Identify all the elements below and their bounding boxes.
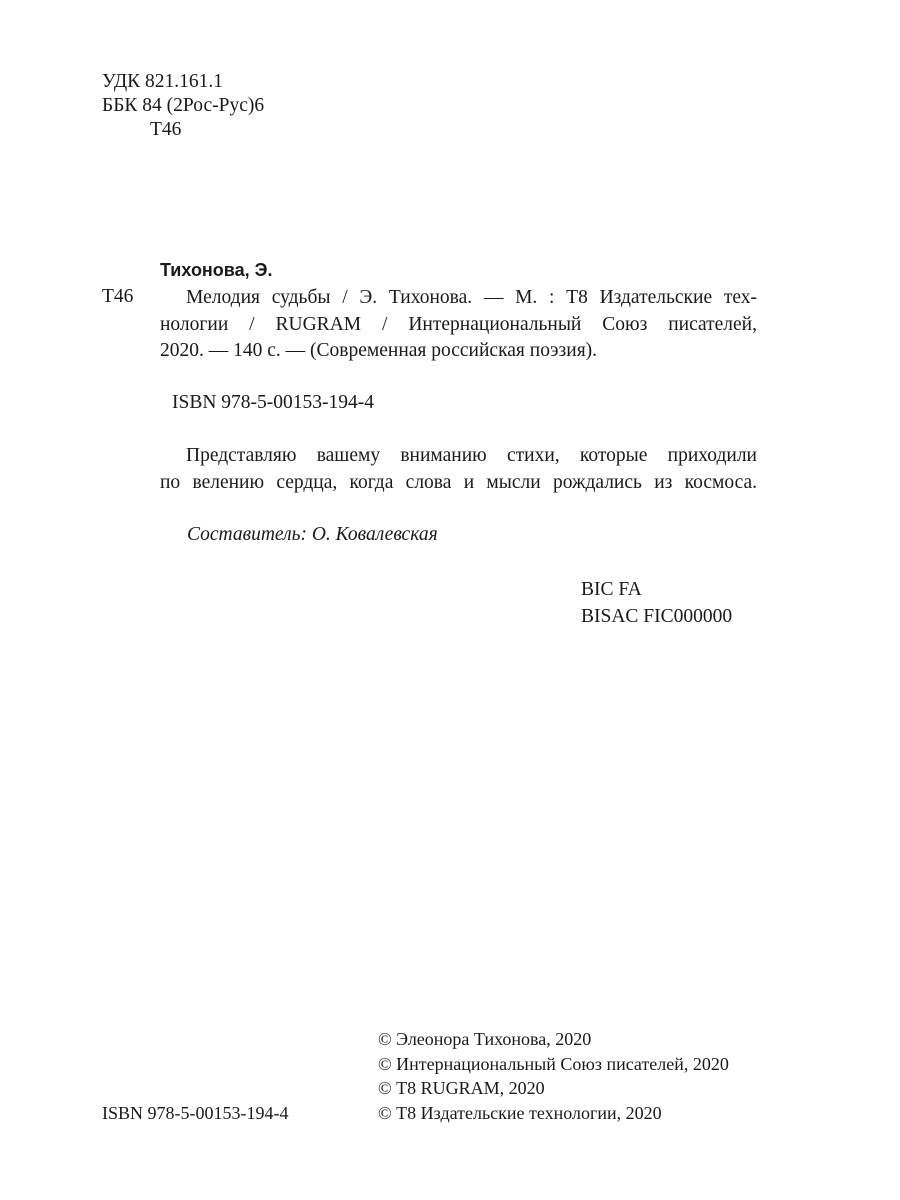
- subject-codes: [581, 576, 732, 630]
- description-line: Мелодия судьбы / Э. Тихонова. — М. : Т8 Издательские тех-: [186, 287, 757, 308]
- bic-code: BIC FA: [581, 579, 642, 600]
- author-heading: Тихонова, Э.: [160, 260, 273, 280]
- isbn: ISBN 978-5-00153-194-4: [172, 392, 375, 413]
- author-mark: Т46: [150, 119, 182, 140]
- bisac-code: BISAC FIC000000: [581, 606, 733, 627]
- copyright-line: © Т8 RUGRAM, 2020: [378, 1078, 545, 1098]
- annotation-line: Представляю вашему вниманию стихи, которые приходили: [186, 445, 757, 466]
- compiler-credit: Составитель: О. Ковалевская: [187, 524, 438, 545]
- copyright-line: © Элеонора Тихонова, 2020: [378, 1029, 592, 1049]
- annotation: [160, 443, 757, 496]
- record-author-mark: Т46: [102, 286, 134, 307]
- description-line: нологии / RUGRAM / Интернациональный Союз писателей,: [160, 313, 757, 335]
- bbk-code: ББК 84 (2Рос-Рус)6: [102, 95, 265, 116]
- description-line: 2020. — 140 с. — (Современная российская поэзия).: [160, 340, 598, 361]
- footer-isbn: ISBN 978-5-00153-194-4: [102, 1103, 289, 1123]
- classification-block: [102, 70, 264, 142]
- copyright-block: [378, 1027, 729, 1125]
- bibliographic-description: [160, 285, 757, 365]
- copyright-line: © Интернациональный Союз писателей, 2020: [378, 1053, 729, 1074]
- annotation-line: по велению сердца, когда слова и мысли рождались из космоса.: [160, 471, 757, 493]
- copyright-line: © Т8 Издательские технологии, 2020: [378, 1102, 662, 1123]
- udk-code: УДК 821.161.1: [102, 71, 224, 92]
